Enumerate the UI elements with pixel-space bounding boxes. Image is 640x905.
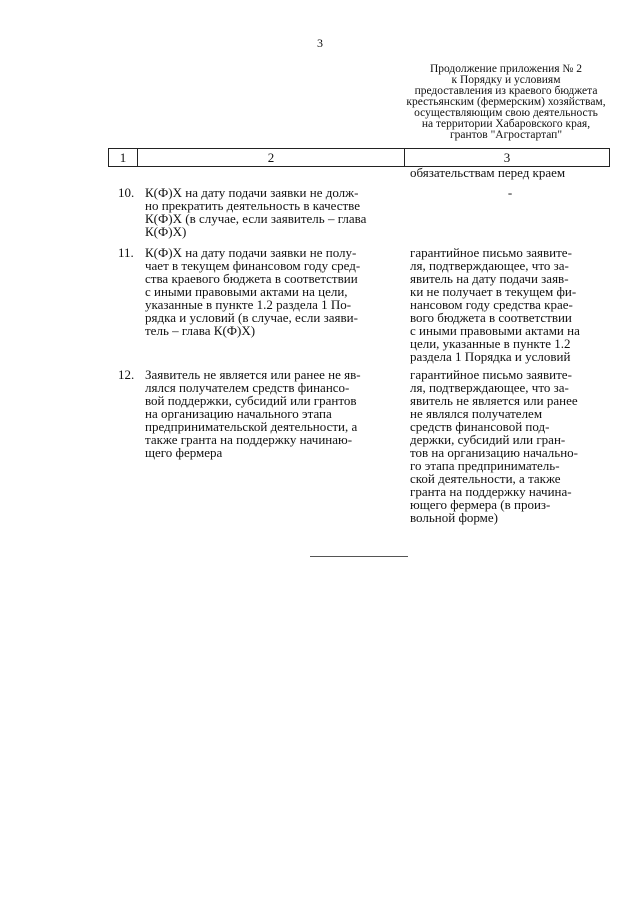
document-line: явитель на дату подачи заяв- (410, 271, 569, 286)
document-line: ки не получает в текущем фи- (410, 284, 577, 299)
appendix-header (376, 64, 636, 141)
criterion-line: с иными правовыми актами на цели, (145, 284, 348, 299)
row-number: 12. (118, 367, 135, 382)
criterion-line: К(Ф)Х) (145, 224, 187, 239)
document-line: явитель не является или ранее (410, 393, 578, 408)
appendix-header-line: Продолжение приложения № 2 (429, 63, 583, 75)
document-line: не являлся получателем (410, 406, 543, 421)
criterion-line: щего фермера (145, 445, 223, 460)
criterion-line: указанные в пункте 1.2 раздела 1 По- (145, 297, 352, 312)
document-line: гранта на поддержку начина- (410, 484, 572, 499)
document-line: ющего фермера (в произ- (410, 497, 551, 512)
column-header-criterion: 2 (138, 149, 405, 166)
criterion-line: лялся получателем средств финансо- (145, 380, 350, 395)
page-number: 3 (317, 36, 323, 50)
criterion-line: также гранта на поддержку начинаю- (145, 432, 353, 447)
appendix-header-line: предоставления из краевого бюджета (414, 85, 598, 97)
document-line: тов на организацию начально- (410, 445, 579, 460)
appendix-header-line: на территории Хабаровского края, (421, 118, 591, 130)
appendix-header-line: осуществляющим свою деятельность (414, 107, 598, 119)
criterion-line: К(Ф)Х (в случае, если заявитель – глава (145, 211, 367, 226)
document-line: держки, субсидий или гран- (410, 432, 566, 447)
criterion-cell (145, 368, 399, 459)
criterion-line: Заявитель не является или ранее не яв- (145, 367, 361, 382)
criterion-cell (145, 246, 399, 337)
criterion-line: предпринимательской деятельности, а (145, 419, 358, 434)
criterion-line: вой поддержки, субсидий или грантов (145, 393, 357, 408)
criterion-line: на организацию начального этапа (145, 406, 332, 421)
criterion-line: К(Ф)Х на дату подачи заявки не полу- (145, 245, 357, 260)
row-number: 10. (118, 185, 135, 200)
criterion-line: чает в текущем финансовом году сред- (145, 258, 361, 273)
criterion-cell (145, 186, 399, 238)
end-of-document-divider (310, 556, 408, 557)
document-line: - (507, 185, 513, 200)
document-line: с иными правовыми актами на (410, 323, 580, 338)
document-line: вольной форме) (410, 510, 499, 525)
document-line: раздела 1 Порядка и условий (410, 349, 571, 364)
criterion-line: К(Ф)Х на дату подачи заявки не долж- (145, 185, 359, 200)
document-cell (410, 368, 610, 524)
appendix-header-line: крестьянским (фермерским) хозяйствам, (406, 96, 606, 108)
appendix-header-line: к Порядку и условиям (451, 74, 561, 86)
criterion-line: но прекратить деятельность в качестве (145, 198, 360, 213)
document-cell (410, 186, 610, 199)
column-header-document: 3 (503, 149, 511, 165)
document-line: ля, подтверждающее, что за- (410, 380, 569, 395)
column-header-number: 1 (109, 149, 138, 166)
document-line: ской деятельности, а также (410, 471, 561, 486)
criterion-line: ства краевого бюджета в соответствии (145, 271, 358, 286)
document-line: гарантийное письмо заявите- (410, 245, 572, 260)
criterion-line: рядка и условий (в случае, если заяви- (145, 310, 358, 325)
continuation-text: обязательствам перед краем (410, 165, 566, 180)
document-line: вого бюджета в соответствии (410, 310, 572, 325)
document-line: гарантийное письмо заявите- (410, 367, 572, 382)
row-number: 11. (118, 245, 134, 260)
document-line: цели, указанные в пункте 1.2 (410, 336, 571, 351)
document-line: го этапа предприниматель- (410, 458, 560, 473)
appendix-header-line: грантов "Агростартап" (449, 129, 563, 141)
document-line: ля, подтверждающее, что за- (410, 258, 569, 273)
document-cell (410, 246, 610, 363)
document-line: нансовом году средства крае- (410, 297, 573, 312)
criterion-line: тель – глава К(Ф)Х) (145, 323, 256, 338)
document-line: средств финансовой под- (410, 419, 550, 434)
